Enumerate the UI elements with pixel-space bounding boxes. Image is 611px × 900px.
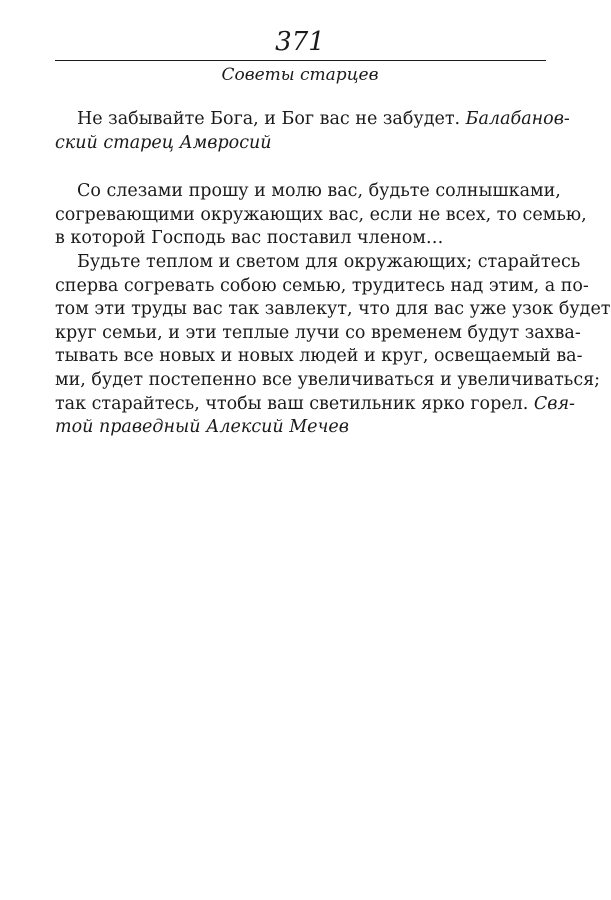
quote-text: так старайтесь, чтобы ваш светильник ярко горел. bbox=[55, 393, 534, 414]
text-line: сперва согревать собою семью, трудитесь над этим, а по- bbox=[55, 275, 589, 296]
attribution: Свя- bbox=[533, 393, 575, 414]
text-line: ми, будет постепенно все увеличиваться и увеличиваться; bbox=[55, 369, 601, 390]
text-line: согревающими окружающих вас, если не всех, то семью, bbox=[55, 204, 587, 225]
text-line: Со слезами прошу и молю вас, будьте солнышками, bbox=[77, 181, 561, 202]
text-line bbox=[55, 108, 570, 132]
running-title: Советы старцев bbox=[221, 65, 379, 85]
page-number: 371 bbox=[275, 27, 325, 57]
text-line: круг семьи, и эти теплые лучи со временем будут захва- bbox=[55, 322, 581, 343]
text-line bbox=[55, 393, 575, 417]
text-line: Будьте теплом и светом для окружающих; старайтесь bbox=[77, 251, 581, 272]
text-body bbox=[55, 108, 611, 440]
header-rule bbox=[55, 60, 546, 61]
text-line: тывать все новых и новых людей и круг, освещаемый ва- bbox=[55, 346, 583, 367]
attribution: той праведный Алексий Мечев bbox=[55, 417, 349, 438]
attribution: ский старец Амвросий bbox=[55, 132, 272, 153]
quote-ambrose bbox=[55, 108, 570, 155]
text-line bbox=[55, 416, 546, 440]
quote-text: Не забывайте Бога, и Бог вас не забудет. bbox=[77, 109, 466, 129]
text-line bbox=[55, 132, 546, 156]
attribution: Балабанов- bbox=[465, 109, 570, 129]
quote-alexy-mechev bbox=[55, 180, 611, 440]
text-line: том эти труды вас так завлекут, что для вас уже узок будет bbox=[55, 299, 611, 320]
text-line: в которой Господь вас поставил членом… bbox=[55, 228, 444, 249]
